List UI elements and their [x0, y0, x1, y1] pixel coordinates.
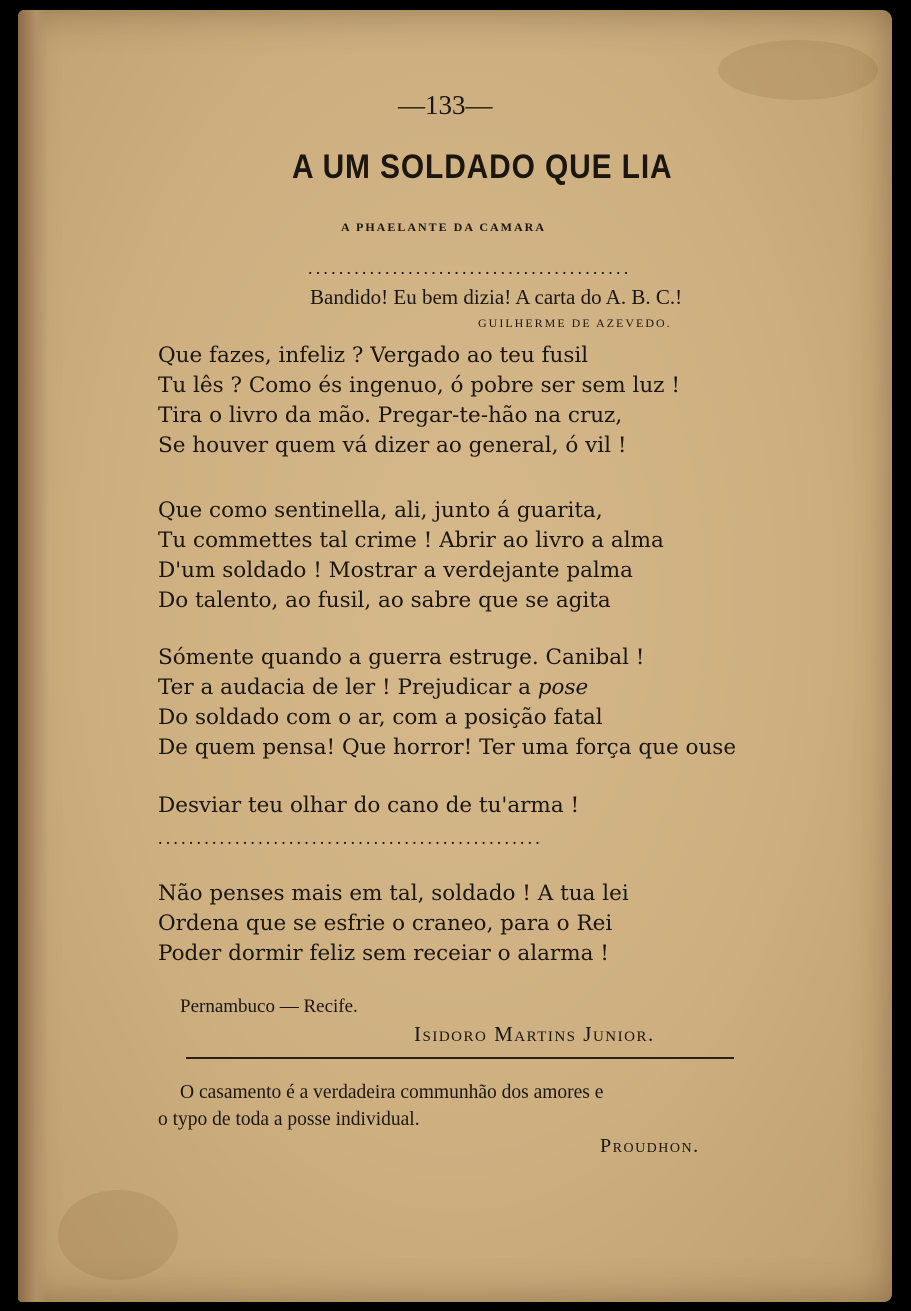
poem-title: A UM SOLDADO QUE LIA [292, 148, 673, 186]
book-spine-shadow [18, 10, 48, 1302]
stanza-1 [158, 341, 680, 461]
verse-line: Ordena que se esfrie o craneo, para o Rei [158, 911, 613, 936]
verse-line: Tira o livro da mão. Pregar-te-hão na cruz, [158, 403, 623, 428]
divider-rule [186, 1057, 734, 1059]
epigraph-text: Bandido! Eu bem dizia! A carta do A. B. C.! [310, 285, 683, 309]
epigraph-author: GUILHERME DE AZEVEDO. [478, 316, 672, 330]
book-page [18, 10, 892, 1302]
verse-line: Ter a audacia de ler ! Prejudicar a pose [158, 675, 589, 700]
verse-line: Do soldado com o ar, com a posição fatal [158, 705, 603, 730]
separator-dots-top: .......................................... [308, 258, 632, 278]
verse-line: Se houver quem vá dizer ao general, ó vil ! [158, 433, 627, 458]
paper-stain [718, 40, 878, 100]
verse-line: Do talento, ao fusil, ao sabre que se agita [158, 588, 611, 613]
verse-line: Não penses mais em tal, soldado ! A tua lei [158, 881, 629, 906]
verse-line: Tu lês ? Como és ingenuo, ó pobre ser sem luz ! [158, 373, 680, 398]
stanza-5 [158, 879, 629, 969]
dedication: A PHAELANTE DA CAMARA [341, 220, 547, 234]
verse-line: Desviar teu olhar do cano de tu'arma ! [158, 793, 580, 818]
verse-line: Poder dormir feliz sem receiar o alarma ! [158, 941, 609, 966]
quote-line: o typo de toda a posse individual. [158, 1109, 420, 1130]
quote-author: Proudhon. [600, 1135, 700, 1157]
verse-line: Que como sentinella, ali, junto á guarita, [158, 498, 603, 523]
signature-place: Pernambuco — Recife. [180, 996, 358, 1017]
paper-stain [58, 1190, 178, 1280]
page-number: —133— [398, 90, 493, 120]
verse-line: Que fazes, infeliz ? Vergado ao teu fusil [158, 343, 589, 368]
quote-text [158, 1079, 603, 1133]
stanza-2 [158, 496, 664, 616]
separator-dots-mid: .................................................. [158, 828, 543, 848]
verse-line: Tu commettes tal crime ! Abrir ao livro a alma [158, 528, 664, 553]
verse-line: Sómente quando a guerra estruge. Canibal ! [158, 645, 645, 670]
signature-author: Isidoro Martins Junior. [414, 1022, 655, 1046]
stanza-3 [158, 643, 736, 763]
stanza-4 [158, 791, 579, 821]
verse-line: De quem pensa! Que horror! Ter uma força que ouse [158, 735, 737, 760]
italic-word: pose [537, 675, 589, 700]
quote-line: O casamento é a verdadeira communhão dos amores e [180, 1082, 604, 1103]
verse-line: D'um soldado ! Mostrar a verdejante palma [158, 558, 633, 583]
